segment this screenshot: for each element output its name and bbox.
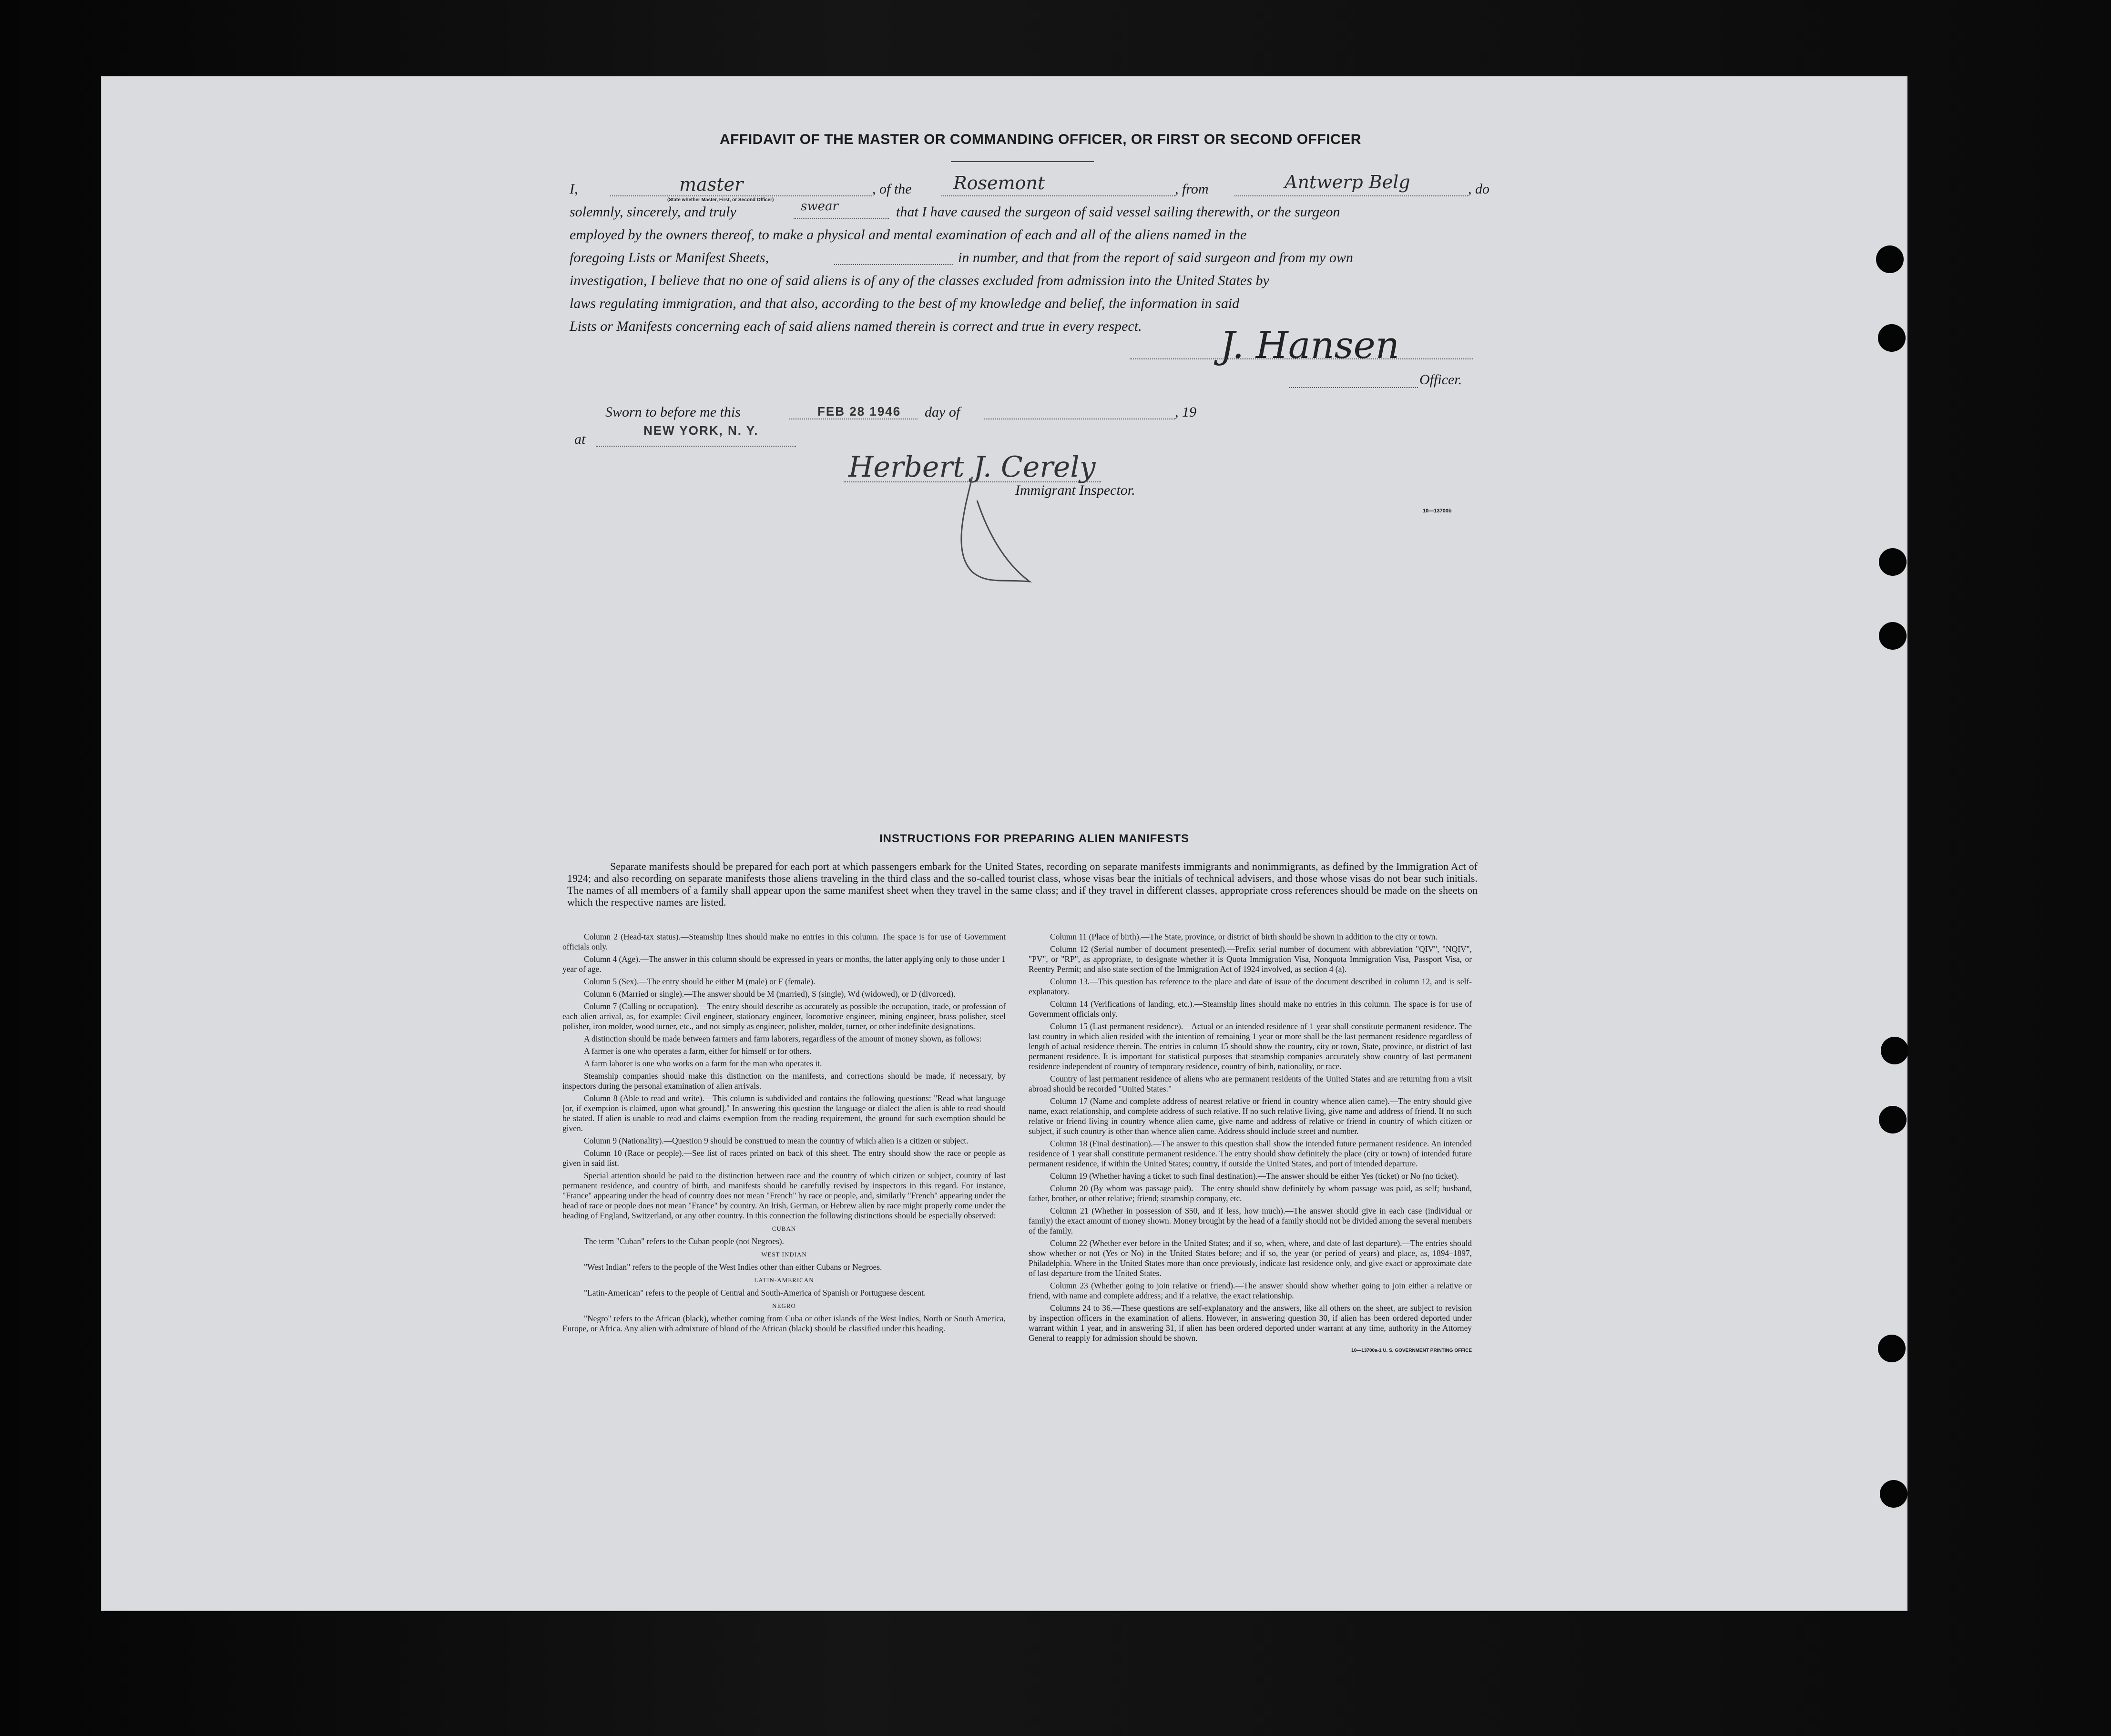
left-col-item: Column 8 (Able to read and write).—This column is subdivided and contains the following questions: "Read what language [or, if exemption is claimed, upon what ground]." In answering this question the language or dialect the alien is able to read should be stated. If alien is unable to read and claims exemption from the reading requirement, the ground for such exemption should be given. xyxy=(562,1093,1006,1133)
instructions-left-column xyxy=(562,932,1006,1336)
officer-sign-line xyxy=(1130,358,1473,359)
right-col-item: Column 20 (By whom was passage paid).—The entry should show definitely by whom passage was paid, as self; husband, father, brother, or other relative; friend; steamship company, etc. xyxy=(1029,1184,1472,1203)
left-col-item: Column 9 (Nationality).—Question 9 should be construed to mean the country of which alien is a citizen or subject. xyxy=(584,1136,969,1145)
right-col-item: Column 22 (Whether ever before in the United States; and if so, when, where, and date of last departure).—The entries should show whether or not (Yes or No) in the United States before; and if so, the year (or period of years) and place, as, 1894–1897, Philadelphia. Where in the United States more than once previously, indicate last residence only, and give exact or approximate date of last departure from the United States. xyxy=(1029,1238,1472,1278)
officer-line xyxy=(1289,387,1418,388)
left-col-item: A farm laborer is one who works on a farm for the man who operates it. xyxy=(584,1059,822,1068)
do-label: , do xyxy=(1468,181,1489,197)
affidavit-title: AFFIDAVIT OF THE MASTER OR COMMANDING OFFICER, OR FIRST OR SECOND OFFICER xyxy=(720,132,1361,147)
right-col-item: Columns 24 to 36.—These questions are self-explanatory and the answers, like all others on the sheet, are subject to revision by inspection officers in the examination of aliens. However, in answering question 30, if alien has been ordered deported under warrant within 1 year, and in answering 31, if alien has been ordered deported under warrant at any time, authority in the Attorney General to reapply for admission should be shown. xyxy=(1029,1303,1472,1343)
affidavit-line7: Lists or Manifests concerning each of said aliens named therein is correct and true in every respect. xyxy=(570,318,1142,334)
swear-field-line xyxy=(794,218,889,219)
year-prefix: , 19 xyxy=(1175,404,1196,420)
left-col-item: Column 7 (Calling or occupation).—The entry should describe as accurately as possible the occupation, trade, or profession of each alien arrival, as, for example: Civil engineer, stationary engineer, locomotive engineer, mining engineer, brass polisher, steel polisher, iron molder, wood turner, etc., and not simply as engineer, polisher, molder, turner, or other indefinite designations. xyxy=(562,1001,1006,1031)
punch-hole xyxy=(1880,1480,1907,1508)
affidavit-line2-end: that I have caused the surgeon of said vessel sailing therewith, or the surgeon xyxy=(896,204,1340,220)
instructions-title: INSTRUCTIONS FOR PREPARING ALIEN MANIFESTS xyxy=(879,832,1190,845)
intro-paragraph: Separate manifests should be prepared for each port at which passengers embark for the United States, recording on separate manifests immigrants and nonimmigrants, as defined by the Immigration Act of 1924; and also recording on separate manifests those aliens traveling in the third class and the so-called tourist class, whose visas bear the initials of technical advisers, and those whose visas do not bear such initials. The names of all members of a family shall appear upon the same manifest sheet when they travel in the same class; and if they travel in different classes, appropriate cross references should be made on the sheets on which the respective names are listed. xyxy=(567,860,1478,908)
punch-hole xyxy=(1879,548,1907,576)
right-col-item: Column 14 (Verifications of landing, etc.).—Steamship lines should make no entries in this column. The space is for use of Government officials only. xyxy=(1029,999,1472,1019)
left-col-item: Steamship companies should make this distinction on the manifests, and corrections should be made, if necessary, by inspectors during the personal examination of alien arrivals. xyxy=(562,1071,1006,1091)
latin-text: "Latin-American" refers to the people of Central and South-America of Spanish or Portuguese descent. xyxy=(584,1288,926,1297)
left-col-item: Special attention should be paid to the distinction between race and the country of which citizen or subject, country of last permanent residence, and country of birth, and manifests should be carefully revised by inspectors in this regard. For instance, "France" appearing under the head of country does not mean "French" by race or people, and, similarly "French" appearing under the head of race or people does not mean "France" by country. An Irish, German, or Hebrew alien by race might properly come under the heading of England, Switzerland, or any other country. In this connection the following distinctions should be especially observed: xyxy=(562,1171,1006,1220)
inspector-label: Immigrant Inspector. xyxy=(1015,482,1135,498)
right-col-item: Column 17 (Name and complete address of nearest relative or friend in country whence alien came).—The entry should give name, exact relationship, and complete address of such relative. If no such relative living, give name and address of friend. If no such relative or friend living in country whence alien came, give name and address of relative or friend in country of which citizen or subject, if such country is other than whence alien came. Address should include street and number. xyxy=(1029,1096,1472,1136)
sworn-label: Sworn to before me this xyxy=(605,404,741,420)
title-rule xyxy=(951,161,1094,162)
affidavit-line6: laws regulating immigration, and that also, according to the best of my knowledge and belief, the information in said xyxy=(570,296,1240,311)
port-field-line xyxy=(1234,195,1468,196)
from-label: , from xyxy=(1175,181,1209,197)
right-col-item: Column 15 (Last permanent residence).—Actual or an intended residence of 1 year shall constitute permanent residence. The last country in which alien resided with the intention of remaining 1 year or more shall be the last permanent residence regardless of length of actual residence therein. The entries in column 15 should show the country, city or town, State, province, or district of last permanent residence. It is important for statistical purposes that steamship companies accurately show country of last permanent residence independent of country of temporary residence, country of birth, nationality, or race. xyxy=(1029,1021,1472,1071)
left-col-item: A farmer is one who operates a farm, either for himself or for others. xyxy=(584,1046,812,1056)
vessel-field: Rosemont xyxy=(953,173,1045,194)
instructions-right-column xyxy=(1029,932,1472,1358)
of-the-label: , of the xyxy=(872,181,912,197)
day-of-label: day of xyxy=(925,404,960,420)
negro-heading: NEGRO xyxy=(772,1302,796,1309)
punch-hole xyxy=(1878,1335,1906,1362)
punch-hole xyxy=(1876,245,1904,273)
affidavit-line4-end: in number, and that from the report of said surgeon and from my own xyxy=(958,250,1353,266)
instructions-intro xyxy=(567,860,1478,908)
right-col-item: Column 18 (Final destination).—The answer to this question shall show the intended future permanent residence. An intended residence of 1 year shall constitute permanent residence. The entry should show definitely the place (city or town) of intended future permanent residence, if within the United States; country, if outside the United States, and port of intended departure. xyxy=(1029,1139,1472,1168)
right-col-item: Column 21 (Whether in possession of $50, and if less, how much).—The answer should give in each case (individual or family) the exact amount of money shown. Money brought by the head of a family should not be divided among the several members of the family. xyxy=(1029,1206,1472,1236)
right-col-item: Column 11 (Place of birth).—The State, province, or district of birth should be shown in addition to the city or town. xyxy=(1050,932,1438,941)
left-col-item: A distinction should be made between farmers and farm laborers, regardless of the amount of money shown, as follows: xyxy=(584,1034,982,1043)
place-field-line xyxy=(596,446,796,447)
affidavit-i: I, xyxy=(570,181,578,197)
right-col-item: Column 12 (Serial number of document presented).—Prefix serial number of document with abbreviation "QIV", "NQIV", "PV", or "RP", as appropriate, to designate whether it is Quota Immigration Visa, Nonquota Immigration Visa, Passport Visa, or Reentry Permit; and also state section of the Immigration Act of 1924 involved, as section 4 (a). xyxy=(1029,944,1472,974)
left-col-item: Column 10 (Race or people).—See list of races printed on back of this sheet. The entry should show the race or people as given in said list. xyxy=(562,1148,1006,1168)
inspector-signature: Herbert J. Cerely xyxy=(848,450,1096,484)
right-col-item: Column 19 (Whether having a ticket to such final destination).—The answer should be either Yes (ticket) or No (no ticket). xyxy=(1050,1171,1459,1181)
west-indian-text: "West Indian" refers to the people of the West Indies other than either Cubans or Negroes. xyxy=(584,1262,882,1272)
negro-text: "Negro" refers to the African (black), whether coming from Cuba or other islands of the West Indies, North or South America, Europe, or Africa. Any alien with admixture of blood of the African (black) should be classified under this heading. xyxy=(562,1314,1006,1333)
officer-label: Officer. xyxy=(1419,372,1462,388)
punch-hole xyxy=(1878,324,1906,352)
right-col-item: Country of last permanent residence of aliens who are permanent residents of the United States and are returning from a visit abroad should be recorded "United States." xyxy=(1029,1074,1472,1093)
rank-field-line xyxy=(610,195,872,196)
date-stamp: FEB 28 1946 xyxy=(817,404,901,419)
west-indian-heading: WEST INDIAN xyxy=(761,1251,807,1258)
port-field: Antwerp Belg xyxy=(1285,172,1410,193)
punch-hole xyxy=(1879,1106,1907,1134)
punch-hole xyxy=(1881,1037,1908,1064)
right-col-item: Column 23 (Whether going to join relative or friend).—The answer should show whether going to join either a relative or friend, with name and complete address; and if a relative, the exact relationship. xyxy=(1029,1281,1472,1300)
affidavit-form-number: 10—13700b xyxy=(1423,508,1452,514)
officer-signature: J. Hansen xyxy=(1220,324,1399,367)
rank-field: master xyxy=(679,174,744,195)
right-col-item: Column 13.—This question has reference to the place and date of issue of the document described in column 12, and is self-explanatory. xyxy=(1029,977,1472,996)
footer-print-office: 10—13700a-1 U. S. GOVERNMENT PRINTING OFFICE xyxy=(1351,1348,1472,1353)
cuban-heading: CUBAN xyxy=(772,1225,796,1232)
vessel-field-line xyxy=(941,195,1175,196)
count-field-line xyxy=(834,264,953,265)
affidavit-line2-start: solemnly, sincerely, and truly xyxy=(570,204,736,220)
left-col-item: Column 2 (Head-tax status).—Steamship lines should make no entries in this column. The space is for use of Government officials only. xyxy=(562,932,1006,951)
rank-note: (State whether Master, First, or Second Officer) xyxy=(667,197,774,203)
swear-field: swear xyxy=(801,199,838,214)
left-col-item: Column 5 (Sex).—The entry should be either M (male) or F (female). xyxy=(584,977,816,986)
at-label: at xyxy=(574,431,586,447)
affidavit-line5: investigation, I believe that no one of said aliens is of any of the classes excluded from admission into the United States by xyxy=(570,273,1269,288)
place-stamp: NEW YORK, N. Y. xyxy=(643,423,759,438)
affidavit-line3: employed by the owners thereof, to make a physical and mental examination of each and all of the aliens named in the xyxy=(570,227,1247,243)
latin-heading: LATIN-AMERICAN xyxy=(754,1276,814,1284)
left-col-item: Column 6 (Married or single).—The answer should be M (married), S (single), Wd (widowed), or D (divorced). xyxy=(584,989,956,999)
left-col-item: Column 4 (Age).—The answer in this column should be expressed in years or months, the latter applying only to those under 1 year of age. xyxy=(562,954,1006,974)
affidavit-line4-start: foregoing Lists or Manifest Sheets, xyxy=(570,250,769,266)
punch-hole xyxy=(1879,622,1907,650)
cuban-text: The term "Cuban" refers to the Cuban people (not Negroes). xyxy=(584,1236,784,1246)
